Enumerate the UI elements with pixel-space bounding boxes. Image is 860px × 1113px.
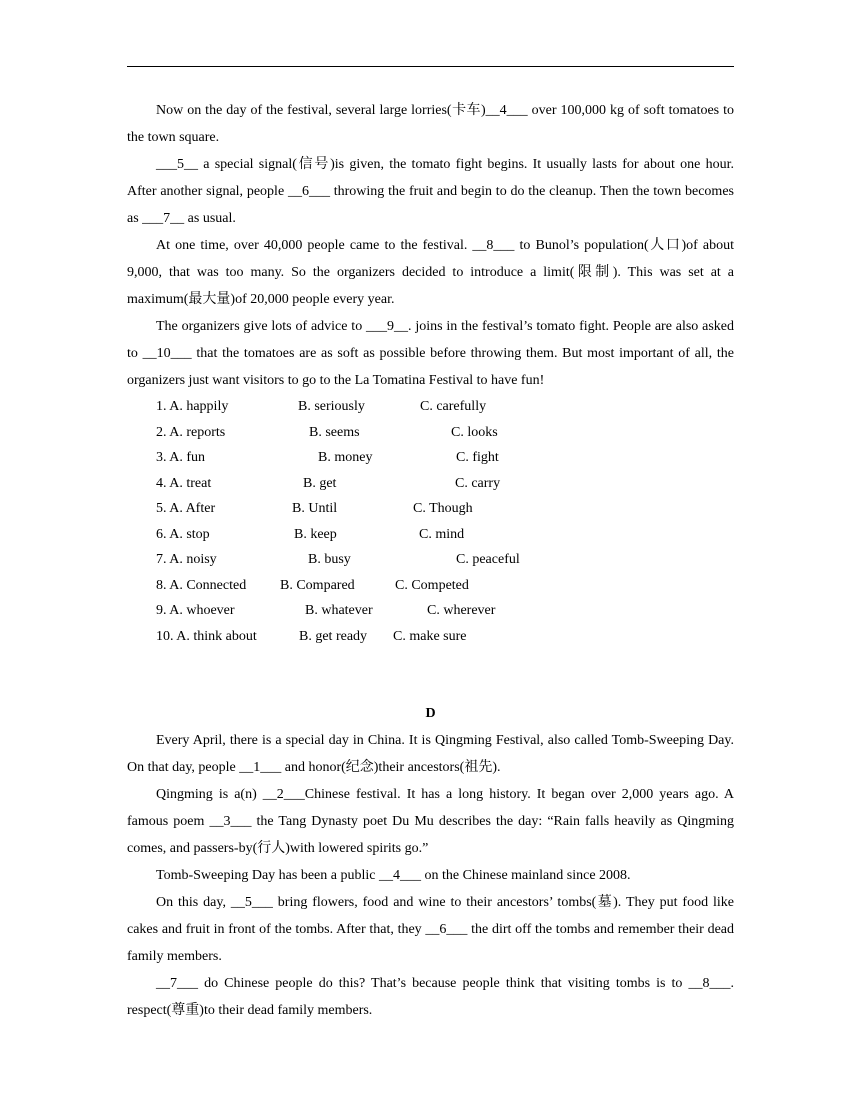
option-b: B. keep (294, 526, 337, 542)
option-a: 4. A. treat (156, 475, 212, 491)
passage-c-paragraph-1: Now on the day of the festival, several large lorries(卡车)__4___ over 100,000 kg of soft tomatoes to the town square. (127, 103, 734, 145)
option-c: C. looks (451, 424, 498, 440)
option-a: 5. A. After (156, 501, 216, 516)
option-c: C. fight (456, 450, 499, 465)
document-body (127, 97, 734, 1024)
passage-d-paragraph-5: __7___ do Chinese people do this? That’s because people think that visiting tombs is to __8___. respect(尊重)to their dead family members. (127, 976, 734, 1018)
section-spacer (127, 649, 734, 700)
question-row (127, 420, 734, 446)
option-c: C. Though (413, 501, 473, 516)
question-row (127, 547, 734, 573)
option-a: 1. A. happily (156, 399, 229, 414)
option-a: 7. A. noisy (156, 552, 217, 567)
passage-d-paragraph-4: On this day, __5___ bring flowers, food and wine to their ancestors’ tombs(墓). They put food like cakes and fruit in front of the tombs. After that, they __6___ the dirt off the tombs and remember their dead family members. (127, 895, 734, 964)
option-c: C. Competed (395, 577, 469, 593)
option-b: B. Compared (280, 577, 355, 593)
passage-c-paragraph-3: At one time, over 40,000 people came to the festival. __8___ to Bunol’s population(人口)of about 9,000, that was too many. So the organizers decided to introduce a limit(限制). This was set at a maximum(最大量)of 20,000 people every year. (127, 238, 734, 307)
option-c: C. mind (419, 526, 465, 542)
question-row (127, 394, 734, 420)
option-b: B. whatever (305, 603, 373, 618)
option-b: B. busy (308, 552, 351, 567)
option-b: B. get ready (299, 628, 368, 644)
option-b: B. Until (292, 501, 338, 516)
question-row (127, 522, 734, 548)
section-title-d: D (425, 706, 436, 721)
question-row (127, 624, 734, 650)
passage-d-paragraph-1: Every April, there is a special day in China. It is Qingming Festival, also called Tomb-Sweeping Day. On that day, people __1___ and honor(纪念)their ancestors(祖先). (127, 733, 734, 775)
question-row (127, 471, 734, 497)
option-c: C. wherever (427, 603, 496, 618)
option-b: B. seriously (298, 399, 365, 414)
option-a: 6. A. stop (156, 526, 210, 542)
option-b: B. seems (309, 424, 360, 440)
option-a: 3. A. fun (156, 450, 205, 465)
option-c: C. make sure (393, 628, 467, 644)
passage-d-paragraph-2: Qingming is a(n) __2___Chinese festival. It has a long history. It began over 2,000 years ago. A famous poem __3___ the Tang Dynasty poet Du Mu describes the day: “Rain falls heavily as Qingming comes, and passers-by(行人)with lowered spirits go.” (127, 787, 734, 856)
passage-c-paragraph-4: The organizers give lots of advice to ___9__. joins in the festival’s tomato fight. People are also asked to __10___ that the tomatoes are as soft as possible before throwing them. But most important of all, the organizers just want visitors to go to the La Tomatina Festival to have fun! (127, 319, 734, 388)
passage-d-paragraph-3: Tomb-Sweeping Day has been a public __4___ on the Chinese mainland since 2008. (156, 868, 631, 883)
option-b: B. get (303, 475, 337, 491)
option-a: 8. A. Connected (156, 577, 247, 593)
option-b: B. money (318, 450, 373, 465)
option-c: C. carefully (420, 399, 487, 414)
option-c: C. carry (455, 475, 501, 491)
question-row (127, 573, 734, 599)
option-c: C. peaceful (456, 552, 520, 567)
passage-c-paragraph-2: ___5__ a special signal(信号)is given, the tomato fight begins. It usually lasts for about one hour. After another signal, people __6___ throwing the fruit and begin to do the cleanup. Then the town becomes as ___7__ as usual. (127, 157, 734, 226)
option-a: 2. A. reports (156, 424, 226, 440)
header-rule (127, 66, 734, 67)
question-row (127, 445, 734, 471)
question-row (127, 598, 734, 624)
option-a: 9. A. whoever (156, 603, 235, 618)
option-a: 10. A. think about (156, 628, 257, 644)
question-row (127, 496, 734, 522)
question-options-list (127, 394, 734, 649)
